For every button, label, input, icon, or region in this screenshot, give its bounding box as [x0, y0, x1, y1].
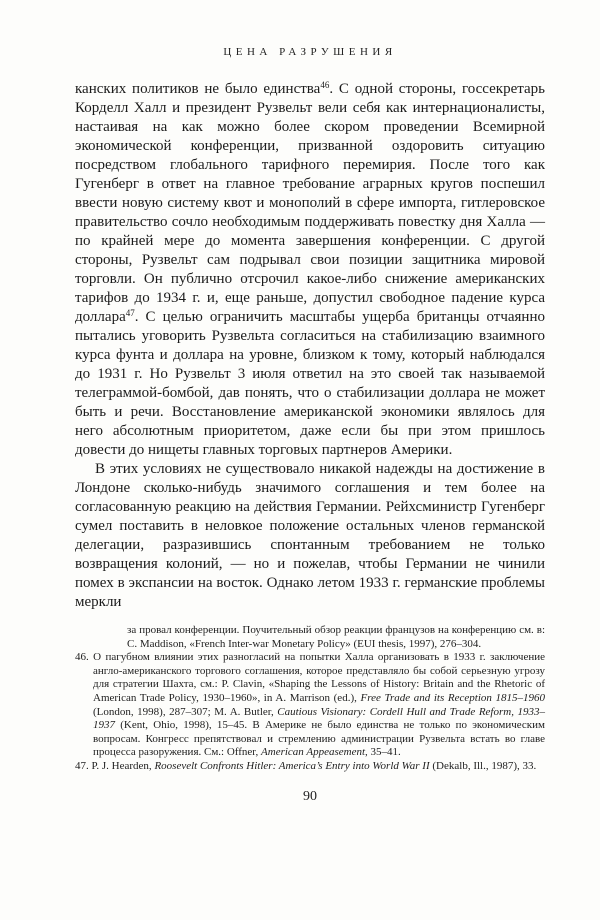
paragraph: канских политиков не было единства$^{46}$. С одной стороны, госсекретарь Корделл Халл и президент Рузвельт вели себя как интернационалисты, настаивая на как можно более скором проведении Всемирной экономической конференции, призванной оздоровить ситуацию посредством глобального тарифного перемирия. После того как Гугенберг в ответ на главное требование аграрных кругов поспешил ввести новую систему квот и монополий в сфере импорта, гитлеровское правительство сочло необходимым поддерживать повестку дня Халла — по крайней мере до момента завершения конференции. С другой стороны, Рузвельт сам подрывал свои позиции защитника мировой торговли. Он публично отсрочил какое-либо снижение американских тарифов до 1934 г. и, еще раньше, допустил свободное падение курса доллара$^{47}$. С целью ограничить масштабы ущерба британцы отчаянно пытались уговорить Рузвельта согласиться на стабилизацию взаимного курса фунта и доллара на уровне, близком к тому, который наблюдался до 1931 г. Но Рузвельт 3 июля ответил на это своей так называемой телеграммой-бомбой, дав понять, что о стабилизации доллара не может быть и речи. Восстановление американской экономики являлось для него абсолютным приоритетом, даже если бы при этом пришлось довести до нищеты главных торговых партнеров Америки.: [75, 80, 545, 458]
footnote-ref: 46: [320, 80, 330, 90]
footnotes-section: [75, 624, 545, 774]
footnote: 46. О пагубном влиянии этих разногласий на попытки Халла организовать в 1933 г. заключение англо-американского торгового соглашения, которое представляло бы собой серьезную угрозу для стратегии Шахта, см.: P. Clavin, «Shaping the Lessons of History: Britain and the Rhetoric of American Trade Policy, 1930–1960», in A. Marrison (ed.), Free Trade and its Reception 1815–1960 (London, 1998), 287–307; M. A. Butler, Cautious Visionary: Cordell Hull and Trade Reform, 1933–1937 (Kent, Ohio, 1998), 15–45. В Америке не было единства не только по экономическим вопросам. Конгресс препятствовал и стремлению администрации Рузвельта встать во главе процесса разоружения. См.: Offner, American Appeasement, 35–41.: [75, 651, 545, 759]
page-number: 90: [303, 788, 317, 804]
footnote: за провал конференции. Поучительный обзор реакции французов на конференцию см. в: C. Maddison, «French Inter-war Monetary Policy» (EUI thesis, 1997), 276–304.: [127, 624, 545, 650]
footnote: 47. P. J. Hearden, Roosevelt Confronts Hitler: America’s Entry into World War II (Dekalb, Ill., 1987), 33.: [75, 759, 537, 772]
running-header: ЦЕНА РАЗРУШЕНИЯ: [223, 46, 397, 58]
footnote-ref: 47: [125, 308, 135, 318]
main-text: [75, 80, 545, 612]
paragraph: В этих условиях не существовало никакой надежды на достижение в Лондоне сколько-нибудь значимого соглашения и тем более на согласованную реакцию на действия Германии. Рейхсминистр Гугенберг сумел поставить в неловкое положение остальных членов германской делегации, разразившись спонтанным требованием не только возвращения колоний, — но и пожелав, чтобы Германии не чинили помех в экспансии на восток. Однако летом 1933 г. германские проблемы меркли: [75, 461, 545, 610]
